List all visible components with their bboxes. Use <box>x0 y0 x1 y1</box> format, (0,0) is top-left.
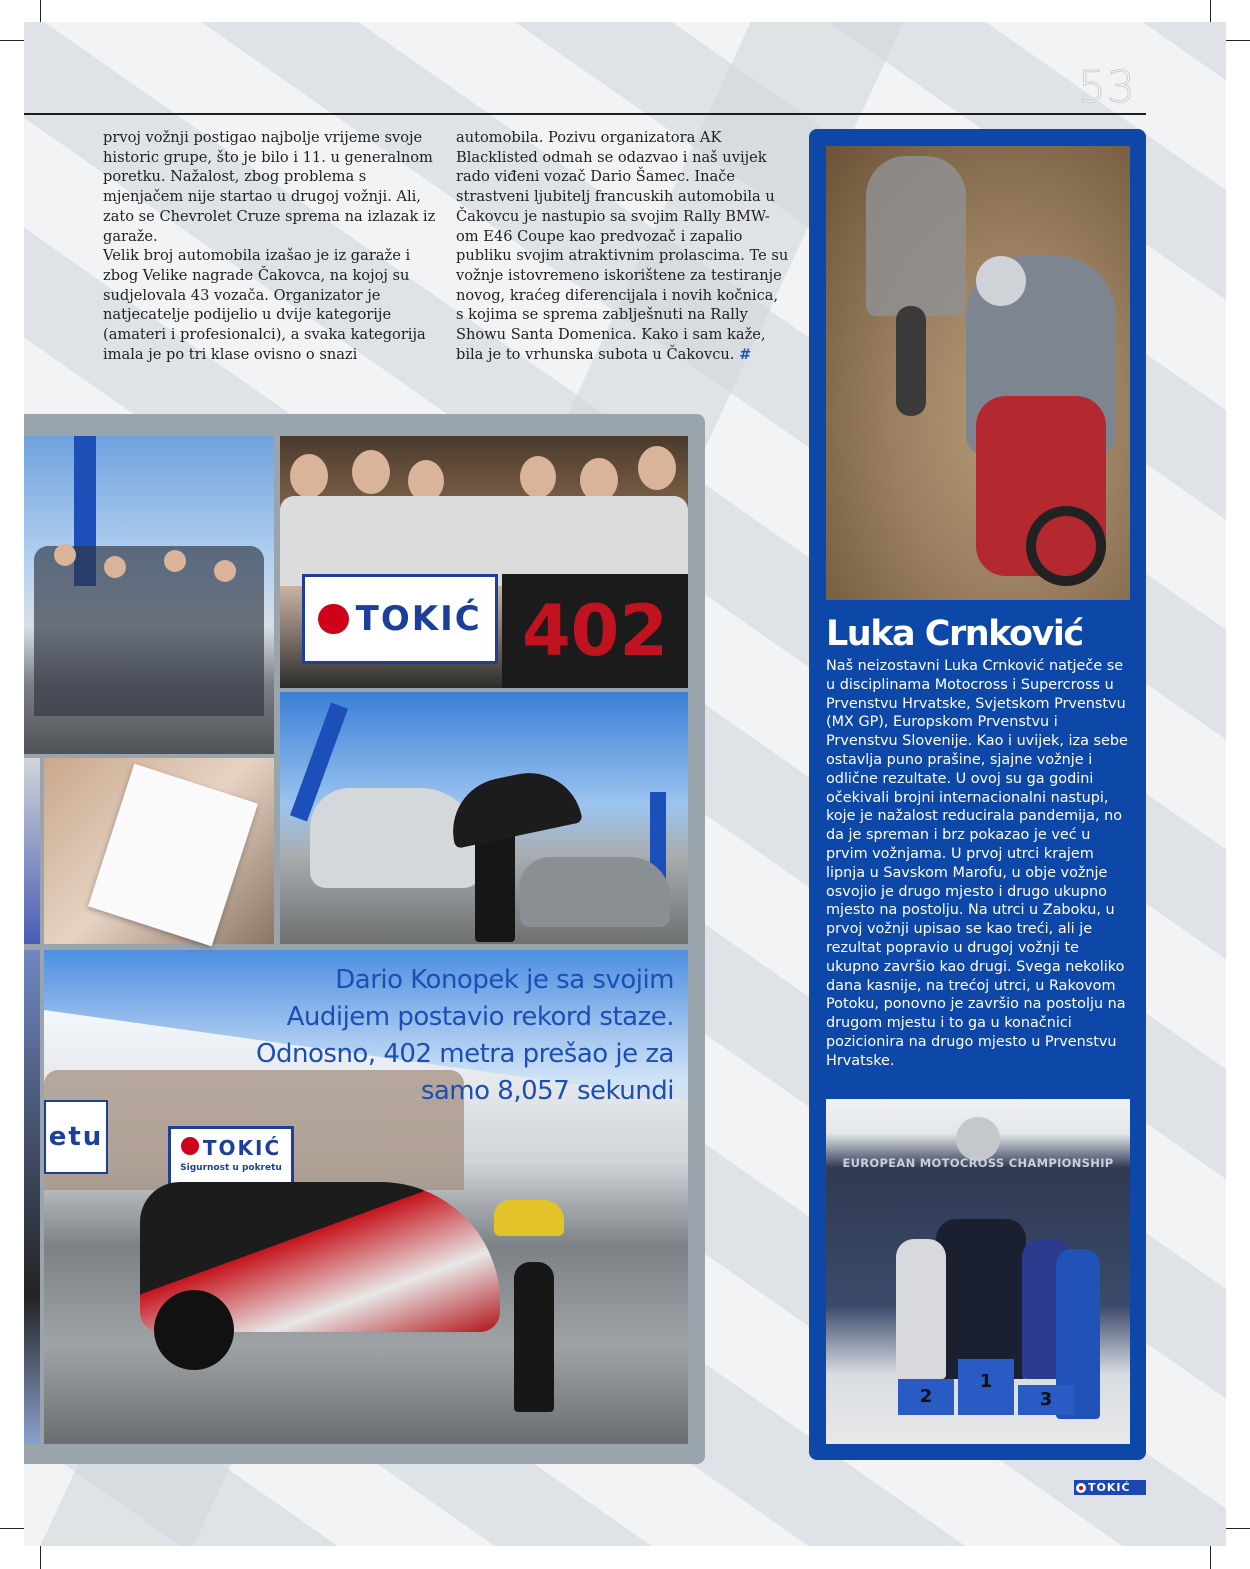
tokic-banner <box>168 1126 294 1188</box>
tokic-footer-logo <box>1074 1480 1146 1495</box>
tokic-logo-icon <box>1076 1483 1086 1493</box>
crop-mark <box>40 1543 41 1569</box>
header-rule <box>24 113 1146 115</box>
crop-mark <box>0 1528 26 1529</box>
crop-mark <box>1224 1528 1250 1529</box>
podium-step-2: 2 <box>898 1379 954 1415</box>
article-column-2 <box>456 128 790 364</box>
feature-paragraph: Naš neizostavni Luka Crnković natječe se u disciplinama Motocross i Supercross u Prvenstvu Hrvatske, Svjetskom Prvenstvu (MX GP), Europskom Prvenstvu i Prvenstvu Slovenije. Kao i uvijek, iza sebe ostavlja puno prašine, sjajne vožnje i odlične rezultate. U ovoj su ga godini očekivali brojni internacionalni nastupi, koje je nažalost reducirala pandemija, no da je spreman i brz pokazao je već u prvim vožnjama. U prvoj utrci krajem lipnja u Savskom Marofu, u obje vožnje osvojio je drugo mjesto i drugo ukupno mjesto na postolju. Na utrci u Zaboku, u prvoj vožnji upisao se kao treći, ali je rezultat popravio u drugoj vožnji te ukupno završio kao drugi. Svega nekoliko dana kasnije, na trećoj utrci, u Rakovom Potoku, ponovno je završio na postolju na drugom mjestu i to ga u konačnici pozicionira na drugo mjesto u Prvenstvu Hrvatske. <box>826 658 1128 1069</box>
bike-wheel <box>1026 506 1106 586</box>
record-caption: Dario Konopek je sa svojim Audijem postavio rekord staze. Odnosno, 402 metra prešao je za samo 8,057 sekundi <box>256 965 674 1106</box>
tokic-logo-icon <box>181 1137 199 1155</box>
footer-logo-text: TOKIĆ <box>1088 1481 1131 1494</box>
team-photo <box>24 436 274 754</box>
podium-photo <box>826 1099 1130 1444</box>
driver-person <box>514 1262 554 1412</box>
feature-title: Luka Crnković <box>826 614 1083 654</box>
grey-car <box>520 857 670 927</box>
person-head <box>104 556 126 578</box>
article-paragraph: Velik broj automobila izašao je iz garaže i zbog Velike nagrade Čakovca, na kojoj su sudjelovala 43 vozača. Organizator je natjecatelje podijelio u dvije kategorije (amateri i profesionalci), a svaka kategorija imala je po tri klase ovisno o snazi <box>103 247 426 363</box>
banner-text: TOKIĆ <box>355 599 482 639</box>
article-column-1 <box>103 128 437 364</box>
article-paragraph: prvoj vožnji postigao najbolje vrijeme svoje historic grupe, što je bilo i 11. u generalnom poretku. Nažalost, zbog problema s mjenjačem nije startao u drugoj vožnji. Ali, zato se Chevrolet Cruze sprema na izlazak iz garaže. <box>103 129 436 245</box>
second-place-figure <box>896 1239 946 1379</box>
photo-strip <box>24 758 40 944</box>
page-number: 53 <box>1078 62 1136 113</box>
crop-mark <box>0 40 26 41</box>
article-paragraph-text: automobila. Pozivu organizatora AK Blacklisted odmah se odazvao i naš uvijek rado viđeni vozač Dario Šamec. Inače strastveni ljubitelj francuskih automobila u Čakovcu je nastupio sa svojim Rally BMW-om E46 Coupe kao predvozač i zapalio publiku svojim atraktivnim prolascima. Te su vožnje istovremeno iskorištene za testiranje novog, kraćeg diferencijala i novih kočnica, s kojima se sprema zablješnuti na Rally Showu Santa Domenica. Kako i sam kaže, bila je to vrhunska subota u Čakovcu. <box>456 129 789 363</box>
rider-back <box>866 156 966 316</box>
person-head <box>352 450 390 494</box>
crop-mark <box>1210 1543 1211 1569</box>
podium-step-1: 1 <box>958 1359 1014 1415</box>
crop-mark <box>1224 40 1250 41</box>
helmet <box>976 256 1026 306</box>
podium <box>898 1359 1078 1415</box>
podium-step-3: 3 <box>1018 1385 1074 1415</box>
crowd-photo <box>280 436 688 688</box>
tokic-banner <box>302 574 498 664</box>
person-head <box>54 544 76 566</box>
person-head <box>290 454 328 498</box>
yellow-car <box>494 1200 564 1236</box>
bike-back <box>896 306 926 416</box>
banner-title <box>181 1137 281 1158</box>
banner-slogan: Sigurnost u pokretu <box>180 1162 282 1173</box>
championship-banner: EUROPEAN MOTOCROSS CHAMPIONSHIP <box>842 1156 1114 1170</box>
banner-text: etu <box>48 1122 104 1152</box>
tokic-logo-icon <box>318 604 349 635</box>
motocross-photo <box>826 146 1130 600</box>
winner-figure <box>936 1219 1026 1379</box>
side-banner <box>44 1100 108 1174</box>
car-wheel <box>154 1290 234 1370</box>
feature-text <box>826 657 1132 1071</box>
person-head <box>164 550 186 572</box>
person-head <box>520 456 556 498</box>
article-paragraph <box>456 128 790 364</box>
photo-strip <box>24 950 40 1444</box>
person-head <box>214 560 236 582</box>
banner-text: TOKIĆ <box>202 1135 282 1160</box>
end-mark: # <box>739 345 752 363</box>
crowd-bodies <box>280 496 688 586</box>
distance-banner: 402 <box>502 574 688 688</box>
person-head <box>638 446 676 490</box>
